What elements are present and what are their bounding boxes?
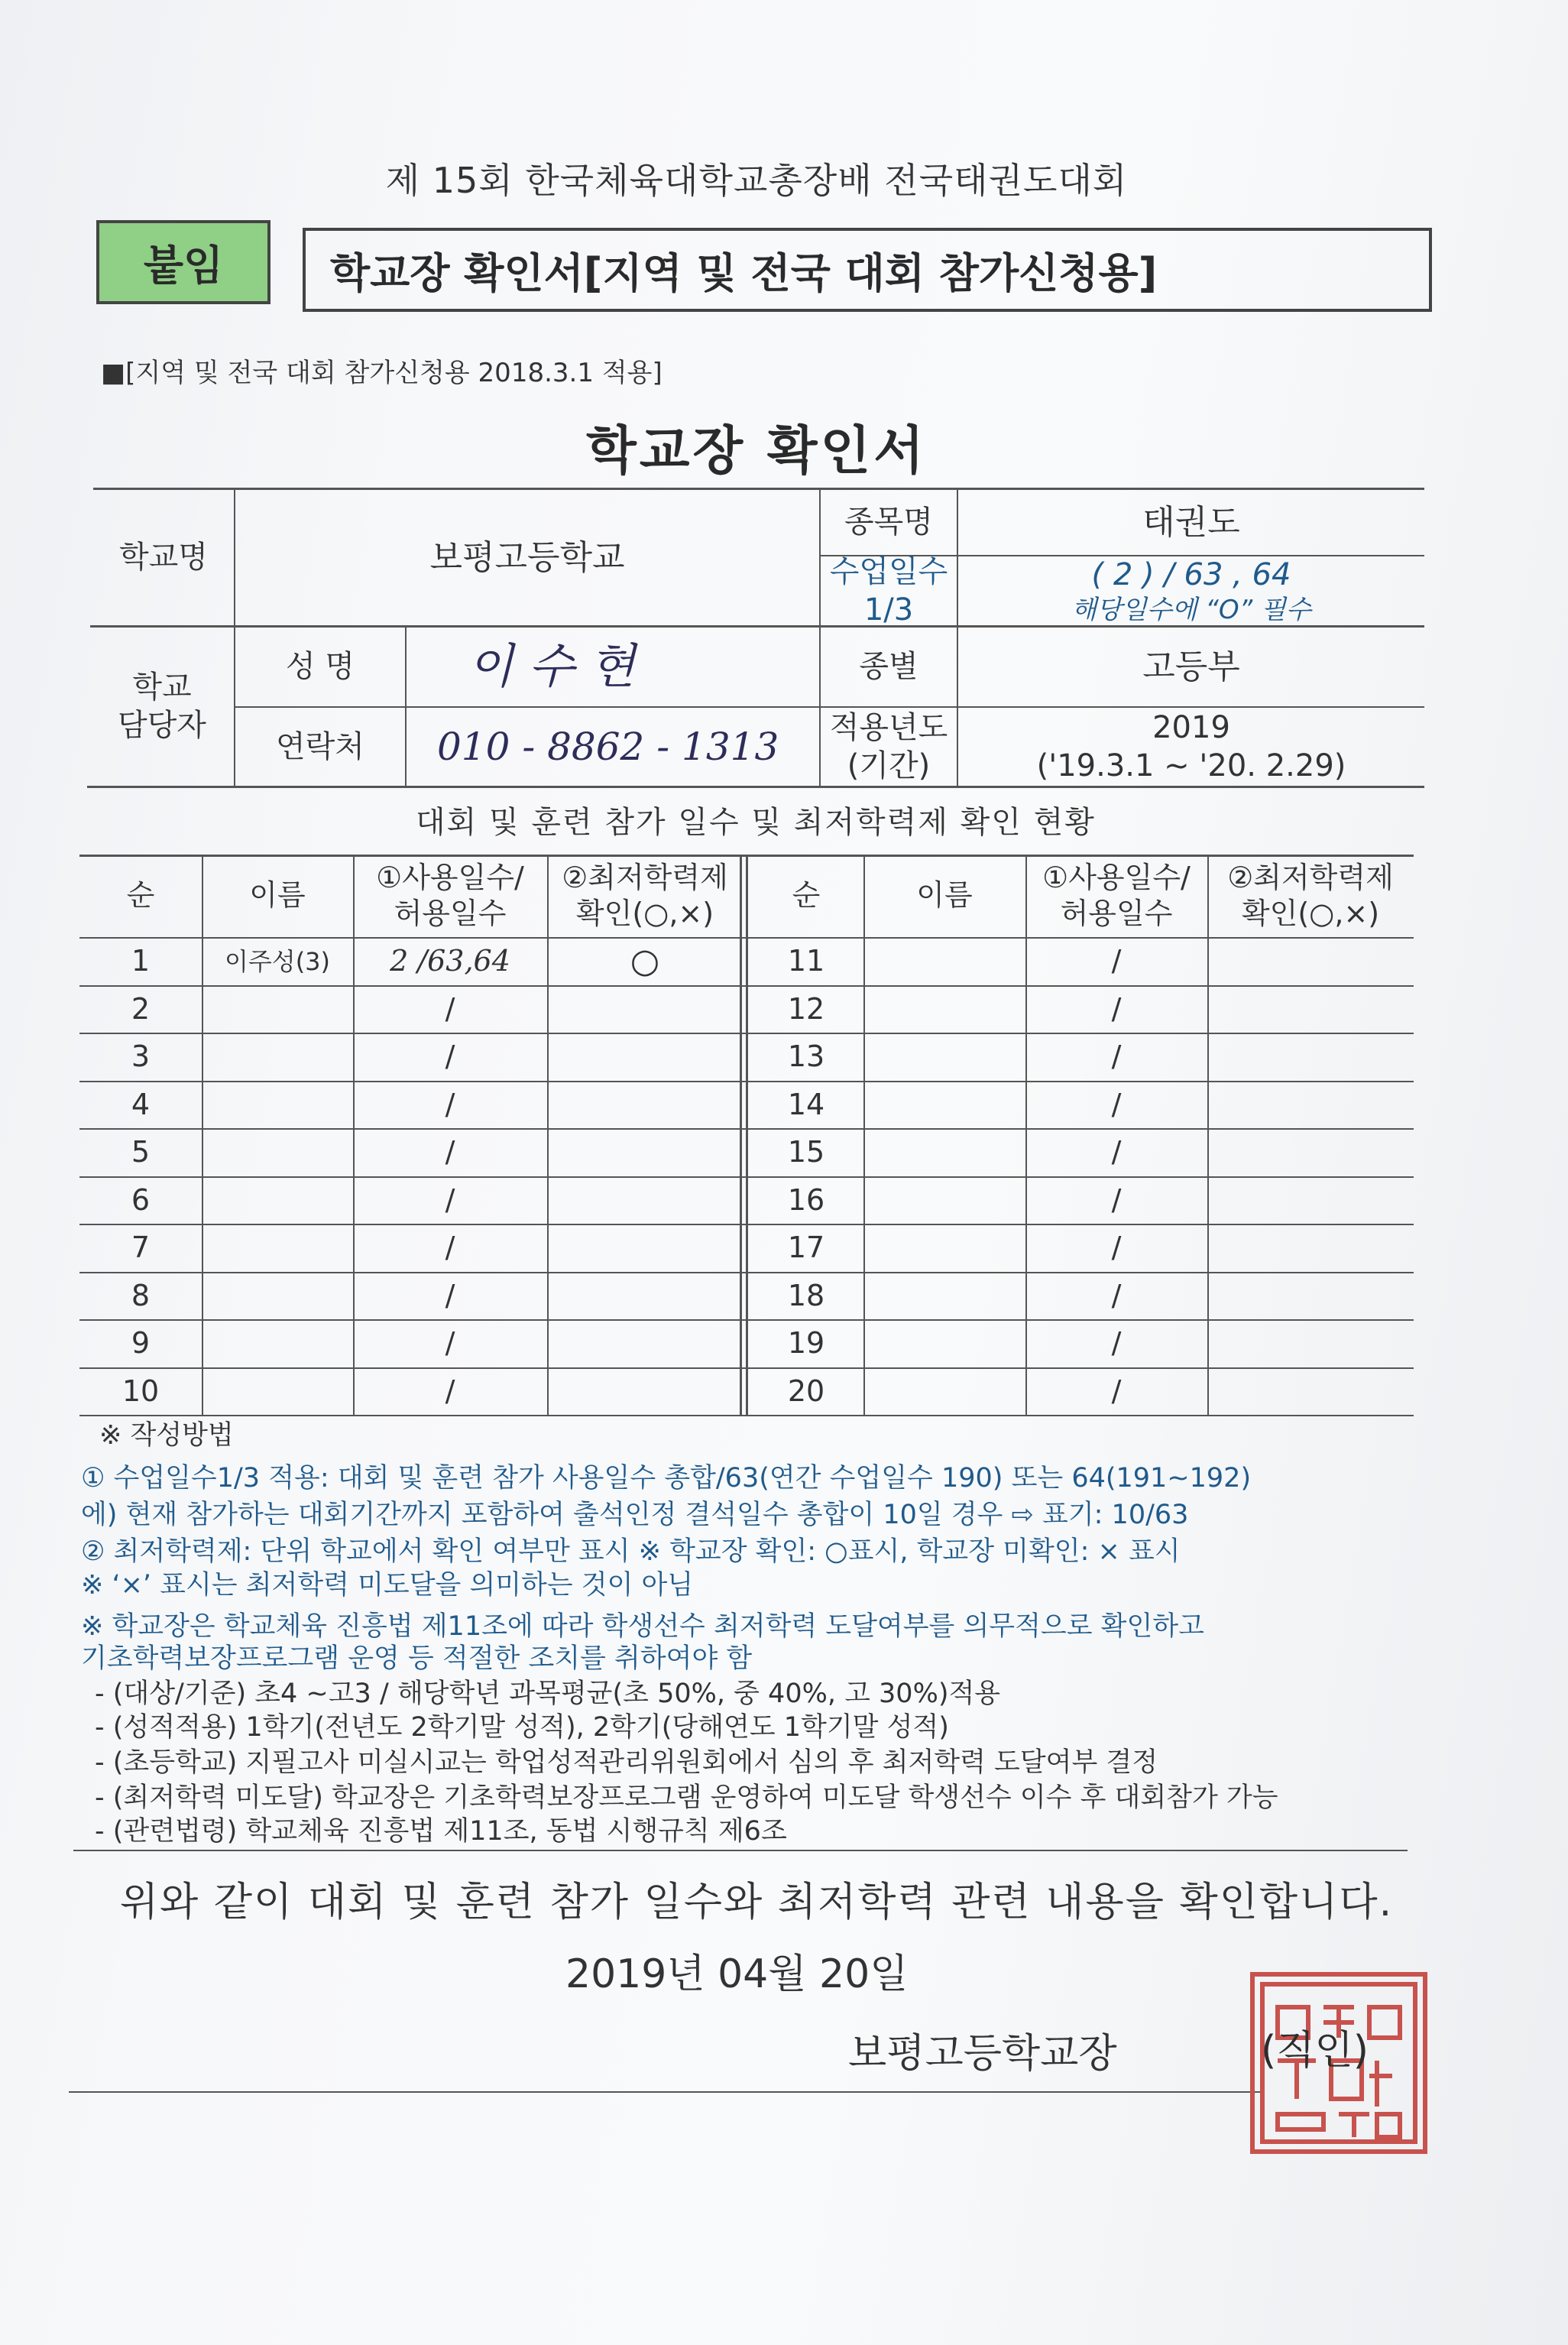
table-row-name (863, 937, 1025, 985)
year-label-line2: (기간) (847, 748, 931, 783)
table-row-number: 11 (787, 943, 825, 978)
confirmation-text: 위와 같이 대회 및 훈련 참가 일수와 최저학력 관련 내용을 확인합니다. (119, 1880, 1394, 1925)
name-value: 이 수 현 (468, 638, 636, 695)
instruction-dash-2: - (성적적용) 1학기(전년도 2학기말 성적), 2학기(당해연도 1학기말 성적) (95, 1712, 949, 1743)
contact-label: 연락처 (276, 729, 364, 764)
manager-label (90, 627, 234, 786)
year-label-line1: 적용년도 (829, 710, 948, 745)
table-row-number: 5 (131, 1134, 151, 1169)
table-row-days: / (1111, 1230, 1122, 1264)
table-row-days: / (445, 1182, 455, 1217)
lesson-value: ( 2 ) / 63 , 64 (1091, 556, 1291, 592)
lesson-label-line1: 수업일수 (829, 554, 948, 589)
table-row-check (1207, 1128, 1414, 1176)
table-row-check (547, 1128, 743, 1176)
table-row-check (547, 1224, 743, 1272)
table-row-days: / (1111, 1087, 1122, 1121)
table-row-days: / (445, 1134, 455, 1169)
table-row-number: 18 (787, 1278, 825, 1312)
applicability-note: ■[지역 및 전국 대회 참가신청용 2018.3.1 적용] (101, 358, 663, 388)
lesson-days-label (821, 554, 957, 628)
table-row-check (1207, 985, 1414, 1033)
school-label: 학교명 (119, 540, 208, 575)
table-row-name (863, 1272, 1025, 1320)
table-row-name (863, 1224, 1025, 1272)
table-row-name (863, 1367, 1025, 1416)
right-col-days-header (1025, 855, 1207, 937)
instruction-dash-3: - (초등학교) 지필고사 미실시교는 학업성적관리위원회에서 심의 후 최저학력 도달여부 결정 (95, 1747, 1158, 1778)
table-row-check (1207, 1367, 1414, 1416)
table-row-number: 7 (131, 1230, 151, 1264)
table-row-days: / (1111, 1325, 1122, 1360)
left-col-check-header-line2: 확인(○,×) (575, 897, 714, 930)
right-col-name-header: 이름 (916, 878, 973, 913)
right-col-days-header-line2: 허용일수 (1060, 897, 1173, 930)
table-row-days: / (445, 1278, 455, 1312)
table-row-number: 15 (787, 1134, 825, 1169)
table-row-number: 20 (787, 1374, 825, 1408)
right-col-check-header (1207, 855, 1414, 937)
table-row-days: / (1111, 1134, 1122, 1169)
lesson-note: 해당일수에 “O” 필수 (1071, 594, 1311, 625)
table-row-name (863, 1081, 1025, 1129)
table-row-number: 12 (787, 991, 825, 1026)
right-col-check-header-line1: ②최저학력제 (1227, 860, 1394, 894)
sport-value: 태권도 (1142, 502, 1240, 542)
event-title: 제 15회 한국체육대학교총장배 전국태권도대회 (385, 160, 1128, 201)
left-col-days-header-line2: 허용일수 (394, 897, 507, 930)
left-col-days-header (353, 855, 547, 937)
table-row-name (202, 1128, 353, 1176)
left-col-name-header: 이름 (249, 878, 306, 913)
table-row-check (1207, 1033, 1414, 1081)
table-row-number: 13 (787, 1039, 825, 1073)
table-row-name (863, 1319, 1025, 1367)
table-row-name (202, 1224, 353, 1272)
table-row-name (202, 985, 353, 1033)
instruction-2-line1: ② 최저학력제: 단위 학교에서 확인 여부만 표시 ※ 학교장 확인: ○표시, 학교장 미확인: × 표시 (81, 1536, 1181, 1567)
seal-mark-label: (직인) (1261, 2028, 1369, 2074)
instruction-dash-4: - (최저학력 미도달) 학교장은 기초학력보장프로그램 운영하여 미도달 학생선수 이수 후 대회참가 가능 (95, 1782, 1278, 1813)
name-label: 성 명 (286, 649, 355, 684)
instruction-2-line2: ※ ‘×’ 표시는 최저학력 미도달을 의미하는 것이 아님 (81, 1570, 694, 1601)
division-value: 고등부 (1142, 647, 1240, 686)
left-col-days-header-line1: ①사용일수/ (376, 860, 524, 894)
table-row-days: / (445, 1325, 455, 1360)
signer-name: 보평고등학교장 (848, 2031, 1117, 2077)
table-row-name (863, 1128, 1025, 1176)
table-row-check: ○ (630, 942, 660, 981)
table-row-check (547, 1081, 743, 1129)
table-row-check (547, 1272, 743, 1320)
instructions-heading: ※ 작성방법 (99, 1420, 234, 1451)
confirmation-date: 2019년 04월 20일 (565, 1951, 909, 1997)
year-value (958, 708, 1424, 786)
table-row-check (1207, 1224, 1414, 1272)
table-row-name (863, 1176, 1025, 1224)
table-row-check (1207, 1272, 1414, 1320)
table-row-check (547, 1319, 743, 1367)
table-row-check (1207, 1081, 1414, 1129)
table-row-days: / (1111, 991, 1122, 1026)
left-col-no-header: 순 (126, 878, 155, 913)
school-value: 보평고등학교 (429, 537, 625, 577)
year-value-line1: 2019 (1152, 710, 1230, 745)
document-title: 학교장 확인서 (586, 421, 927, 482)
status-title: 대회 및 훈련 참가 일수 및 최저학력제 확인 현황 (416, 805, 1096, 840)
table-row-name (202, 1319, 353, 1367)
table-row-number: 10 (121, 1374, 160, 1408)
year-label (821, 708, 957, 786)
instruction-dash-1: - (대상/기준) 초4 ~고3 / 해당학년 과목평균(초 50%, 중 40%, 고 30%)적용 (95, 1678, 1001, 1709)
instruction-dash-5: - (관련법령) 학교체육 진흥법 제11조, 동법 시행규칙 제6조 (95, 1816, 787, 1847)
status-divider-rule (746, 855, 748, 1415)
info-bottom-rule (87, 786, 1424, 788)
table-row-check (547, 1176, 743, 1224)
year-value-line2: ('19.3.1 ~ '20. 2.29) (1036, 748, 1346, 783)
table-row-number: 19 (787, 1325, 825, 1360)
table-row-days: / (1111, 943, 1122, 978)
table-row-check (547, 1367, 743, 1416)
table-row-check (547, 1033, 743, 1081)
table-row-days: 2 /63,64 (390, 943, 510, 978)
signature-rule (69, 2091, 1261, 2093)
form-title-box (303, 228, 1432, 312)
table-row-days: / (1111, 1374, 1122, 1408)
instruction-2-line3: ※ 학교장은 학교체육 진흥법 제11조에 따라 학생선수 최저학력 도달여부를 의무적으로 확인하고 (81, 1611, 1204, 1642)
right-col-days-header-line1: ①사용일수/ (1042, 860, 1191, 894)
instruction-1-line2: 에) 현재 참가하는 대회기간까지 포함하여 출석인정 결석일수 총합이 10일 경우 ⇨ 표기: 10/63 (81, 1500, 1189, 1530)
table-row-check (1207, 937, 1414, 985)
table-row-days: / (1111, 1278, 1122, 1312)
table-row-number: 17 (787, 1230, 825, 1264)
table-row-number: 6 (131, 1182, 151, 1217)
table-row-number: 2 (131, 991, 151, 1026)
footer-rule (73, 1850, 1408, 1851)
table-row-number: 4 (131, 1087, 151, 1121)
table-row-name (202, 1176, 353, 1224)
table-row-number: 1 (131, 943, 151, 978)
contact-value: 010 - 8862 - 1313 (437, 724, 779, 769)
form-title: 학교장 확인서[지역 및 전국 대회 참가신청용] (330, 248, 1158, 297)
table-row-name (202, 1081, 353, 1129)
table-row-check (1207, 1319, 1414, 1367)
table-row-number: 16 (787, 1182, 825, 1217)
table-row-check (547, 985, 743, 1033)
division-label: 종별 (859, 649, 918, 684)
table-row-number: 14 (787, 1087, 825, 1121)
table-row-days: / (445, 1374, 455, 1408)
manager-label-line1: 학교 (132, 670, 192, 705)
right-col-check-header-line2: 확인(○,×) (1241, 897, 1380, 930)
lesson-days-value (958, 556, 1424, 625)
instruction-1-line1: ① 수업일수1/3 적용: 대회 및 훈련 참가 사용일수 총합/63(연간 수업일수 190) 또는 64(191~192) (81, 1463, 1252, 1494)
table-row-name (202, 1272, 353, 1320)
table-row-number: 8 (131, 1278, 151, 1312)
table-row-name (202, 1367, 353, 1416)
lesson-label-line2: 1/3 (863, 592, 914, 628)
right-col-no-header: 순 (792, 878, 821, 913)
left-col-check-header-line1: ②최저학력제 (562, 860, 728, 894)
manager-label-line2: 담당자 (118, 708, 206, 743)
table-row-name (202, 1033, 353, 1081)
left-col-check-header (547, 855, 743, 937)
table-row-name: 이주성(3) (224, 946, 331, 976)
table-row-days: / (445, 1230, 455, 1264)
table-row-days: / (445, 1087, 455, 1121)
table-row-days: / (445, 1039, 455, 1073)
table-row-days: / (1111, 1182, 1122, 1217)
instruction-2-line4: 기초학력보장프로그램 운영 등 적절한 조치를 취하여야 함 (81, 1643, 753, 1674)
attachment-badge: 붙임 (96, 220, 271, 304)
table-row-number: 3 (131, 1039, 151, 1073)
table-row-name (863, 1033, 1025, 1081)
table-row-days: / (1111, 1039, 1122, 1073)
table-row-days: / (445, 991, 455, 1026)
table-row-name (863, 985, 1025, 1033)
table-row-check (1207, 1176, 1414, 1224)
table-row-number: 9 (131, 1325, 151, 1360)
sport-label: 종목명 (844, 504, 933, 540)
